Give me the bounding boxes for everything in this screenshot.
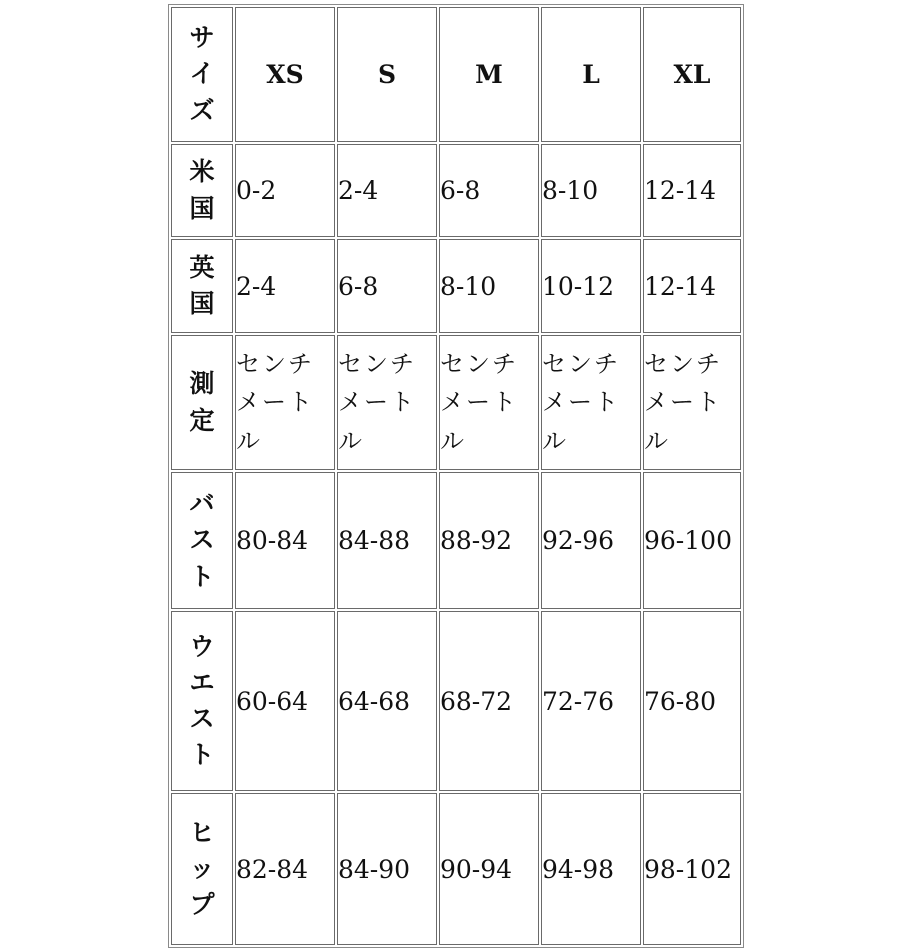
table-cell [439,335,539,470]
table-row-measurement [171,335,741,470]
table-cell: 80-84 [235,472,335,609]
row-label-waist: ウエスト [189,631,215,770]
row-label-cell [171,472,233,609]
table-cell: 10-12 [541,239,641,333]
size-l-header: L [541,7,641,142]
row-label-cell [171,144,233,237]
row-label-cell [171,793,233,945]
table-cell [337,335,437,470]
size-m-header: M [439,7,539,142]
table-cell: 96-100 [643,472,741,609]
unit-text: センチメートル [338,349,416,455]
table-cell: 68-72 [439,611,539,791]
table-cell: 64-68 [337,611,437,791]
size-label: サイズ [189,23,215,125]
row-label-cell [171,611,233,791]
table-cell: 72-76 [541,611,641,791]
size-label-cell [171,7,233,142]
table-cell: 8-10 [439,239,539,333]
table-cell: 0-2 [235,144,335,237]
size-xs-header: XS [235,7,335,142]
table-cell: 92-96 [541,472,641,609]
table-cell: 98-102 [643,793,741,945]
table-cell: 8-10 [541,144,641,237]
table-cell [643,335,741,470]
unit-text: センチメートル [542,349,620,455]
table-cell: 82-84 [235,793,335,945]
table-cell: 6-8 [439,144,539,237]
size-chart-table [168,4,744,948]
row-label-us: 米国 [189,157,215,223]
table-cell [235,335,335,470]
table-header-row [171,7,741,142]
table-row-waist [171,611,741,791]
unit-text: センチメートル [644,349,722,455]
table-cell: 76-80 [643,611,741,791]
unit-text: センチメートル [440,349,518,455]
table-cell: 2-4 [337,144,437,237]
table-row-bust [171,472,741,609]
table-cell: 84-88 [337,472,437,609]
row-label-cell [171,335,233,470]
table-cell: 60-64 [235,611,335,791]
row-label-hip: ヒップ [189,817,215,920]
size-s-header: S [337,7,437,142]
table-cell: 94-98 [541,793,641,945]
unit-text: センチメートル [236,349,314,455]
table-row-hip [171,793,741,945]
table-cell: 12-14 [643,239,741,333]
size-xl-header: XL [643,7,741,142]
table-cell: 12-14 [643,144,741,237]
row-label-cell [171,239,233,333]
table-cell: 84-90 [337,793,437,945]
table-cell: 88-92 [439,472,539,609]
table-cell [541,335,641,470]
row-label-uk: 英国 [189,252,215,318]
row-label-bust: バスト [189,489,215,591]
table-cell: 90-94 [439,793,539,945]
row-label-measurement: 測定 [189,369,215,435]
table-cell: 6-8 [337,239,437,333]
table-row-uk [171,239,741,333]
table-row-us [171,144,741,237]
table-cell: 2-4 [235,239,335,333]
